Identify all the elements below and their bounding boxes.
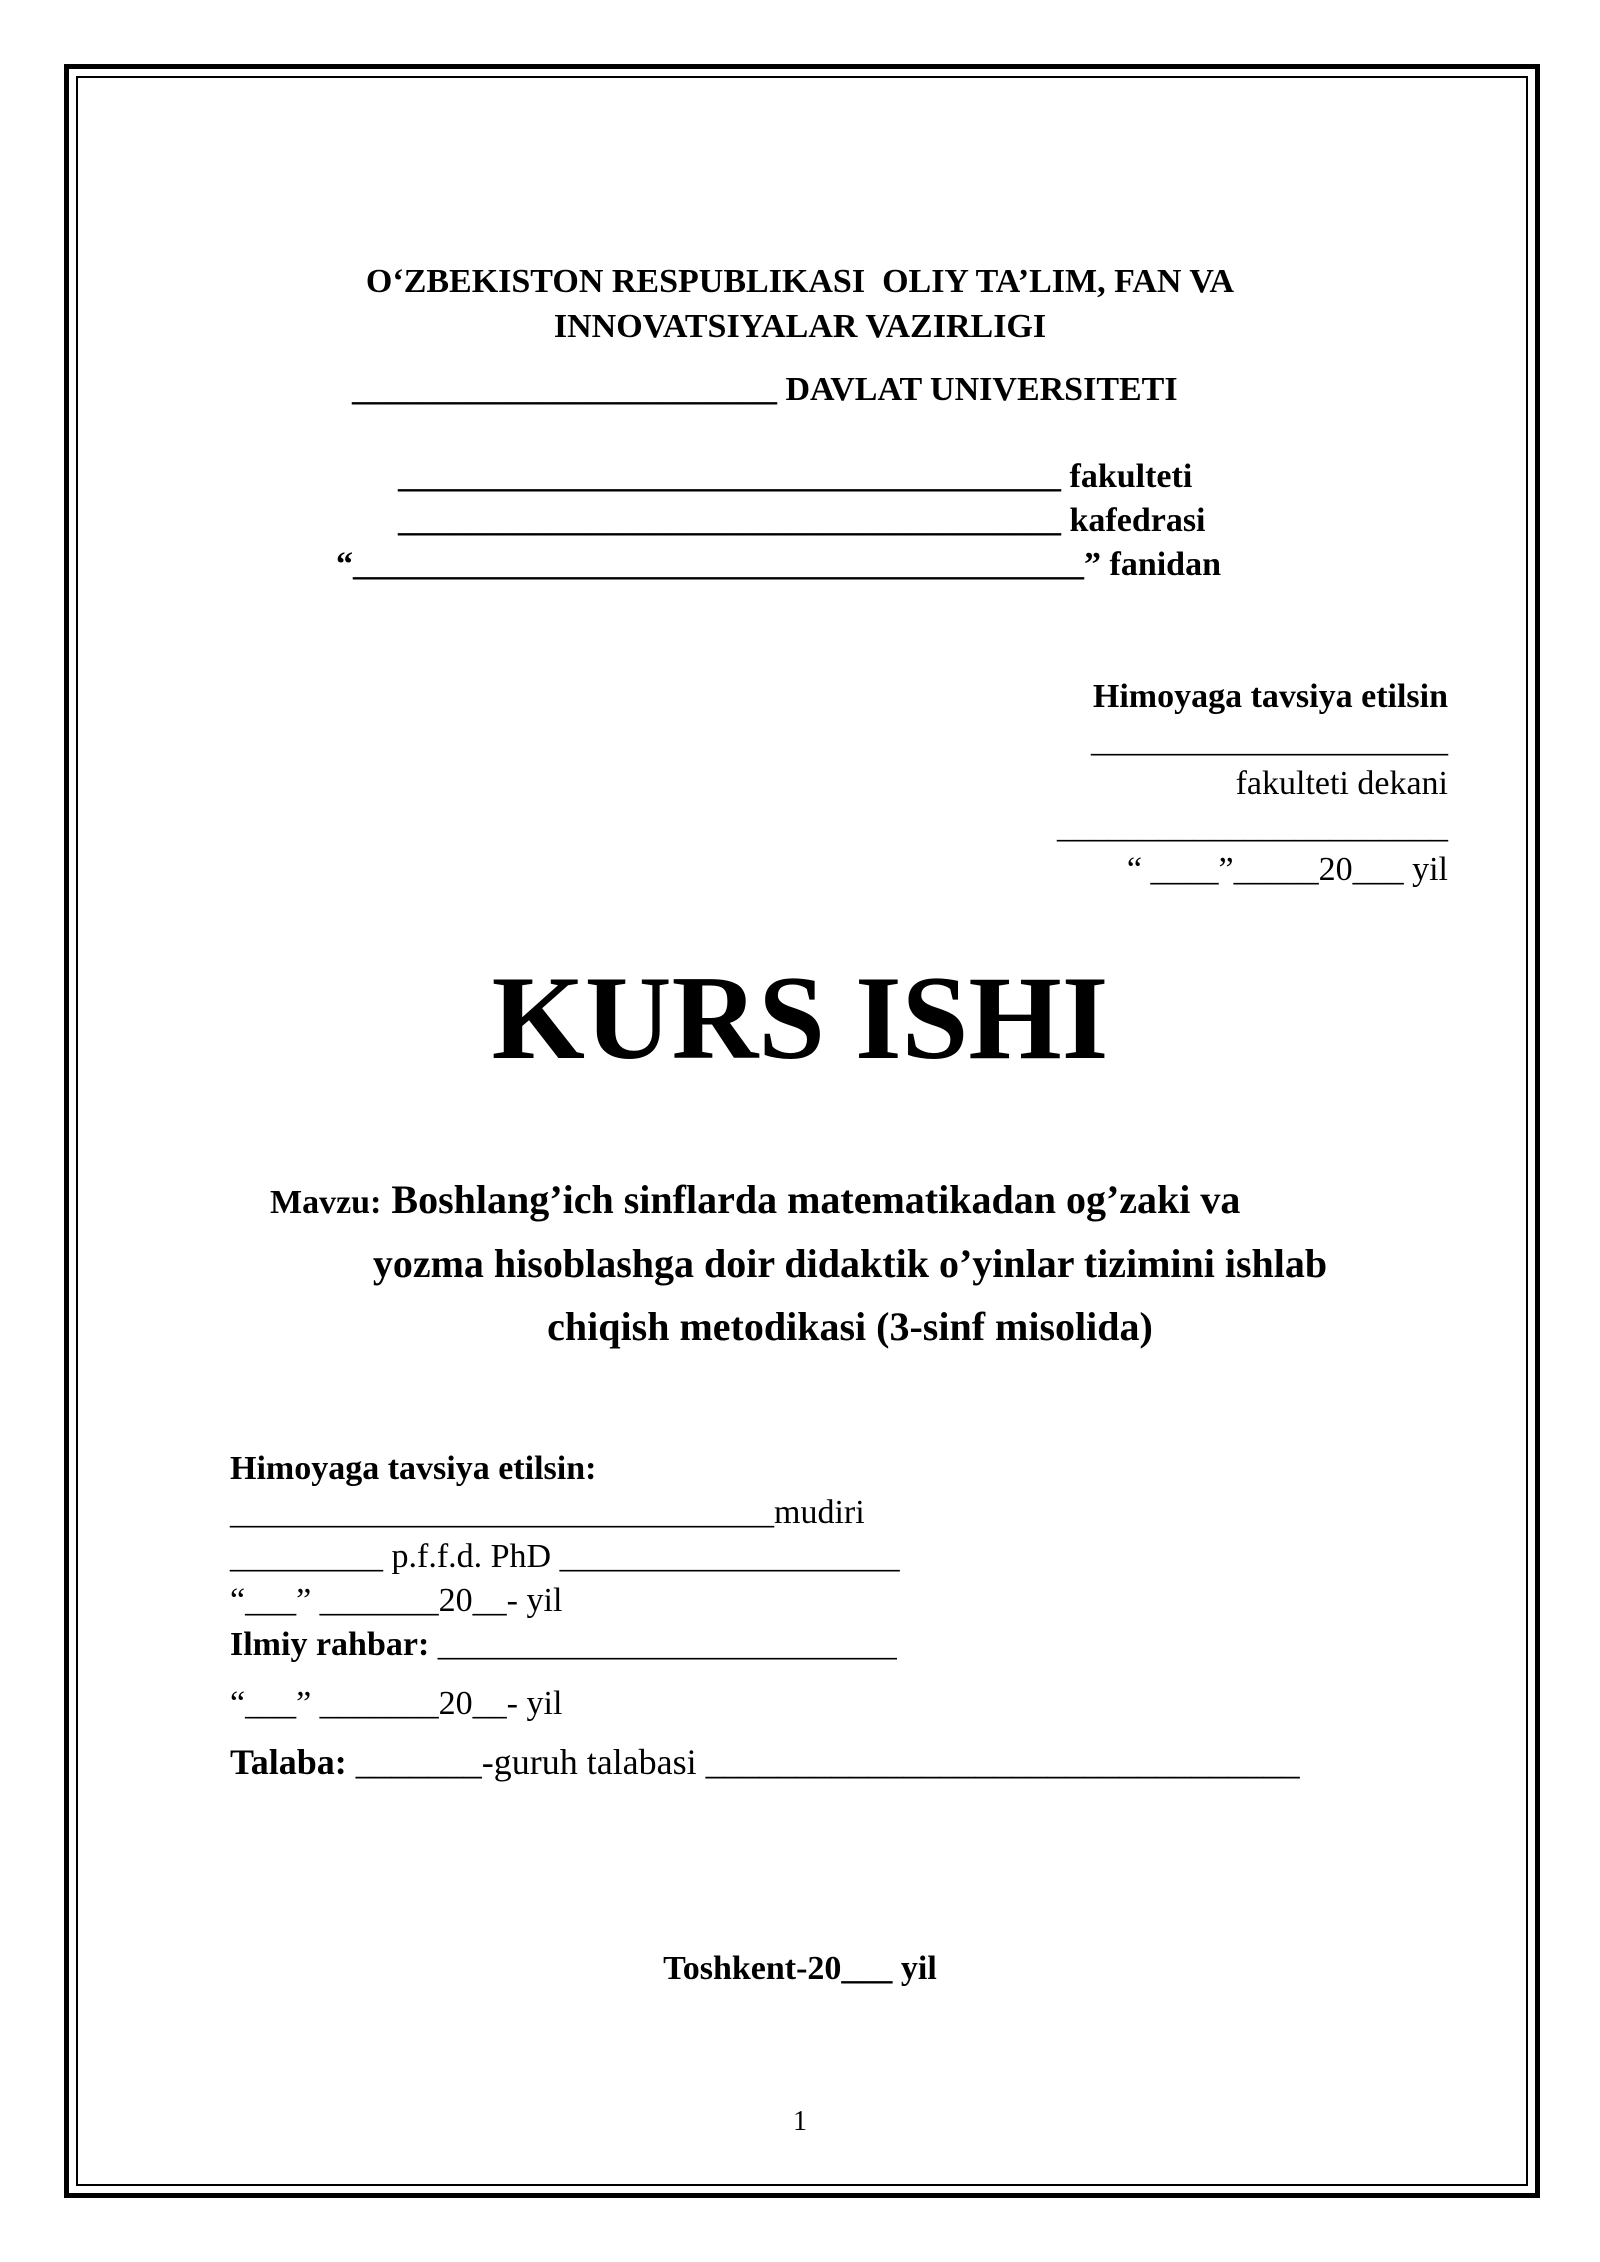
subject-line: “___________________________________________” fanidan <box>336 546 1221 583</box>
approval-title: Himoyaga tavsiya etilsin: <box>230 1450 597 1487</box>
advisor-label: Ilmiy rahbar: <box>230 1626 430 1663</box>
approval-date-2: “___” _______20__- yil <box>230 1685 563 1722</box>
approval-date-1: “___” _______20__- yil <box>230 1582 563 1619</box>
topic-label: Mavzu: <box>270 1184 382 1221</box>
dean-name-line: _______________________ <box>1057 808 1448 845</box>
advisor-signature-line: ___________________________ <box>429 1626 897 1663</box>
dean-signature-line: _____________________ <box>1091 722 1448 759</box>
topic-line-1 <box>270 1177 1241 1222</box>
dean-approval-date: “ ____”_____20___ yil <box>1126 851 1448 888</box>
university-line: _________________________ DAVLAT UNIVERSITETI <box>352 371 1178 408</box>
ministry-line-2: INNOVATSIYALAR VAZIRLIGI <box>553 308 1047 345</box>
topic-line-2: yozma hisoblashga doir didaktik o’yinlar tizimini ishlab <box>372 1241 1328 1286</box>
city-year: Toshkent-20___ yil <box>663 1950 937 1987</box>
topic-text-1: Boshlang’ich sinflarda matematikadan og’zaki va <box>391 1177 1241 1222</box>
student-line <box>230 1744 1300 1780</box>
faculty-line: _______________________________________ fakulteti <box>398 458 1193 495</box>
head-of-department-line: ________________________________mudiri <box>230 1494 865 1531</box>
advisor-line <box>230 1628 897 1662</box>
ministry-line-1: O‘ZBEKISTON RESPUBLIKASI OLIY TA’LIM, FAN VA <box>365 263 1235 300</box>
dean-approval-title: Himoyaga tavsiya etilsin <box>1092 678 1448 715</box>
document-title: KURS ISHI <box>491 951 1109 1084</box>
page-number: 1 <box>793 2106 807 2137</box>
topic-line-3: chiqish metodikasi (3-sinf misolida) <box>547 1304 1153 1349</box>
student-label: Talaba: <box>230 1742 347 1782</box>
department-line: _______________________________________ kafedrasi <box>398 502 1206 539</box>
dean-role: fakulteti dekani <box>1235 765 1448 802</box>
degree-line: _________ p.f.f.d. PhD ____________________ <box>230 1538 900 1575</box>
student-info-line: _______-guruh talabasi _________________________________ <box>346 1742 1300 1782</box>
